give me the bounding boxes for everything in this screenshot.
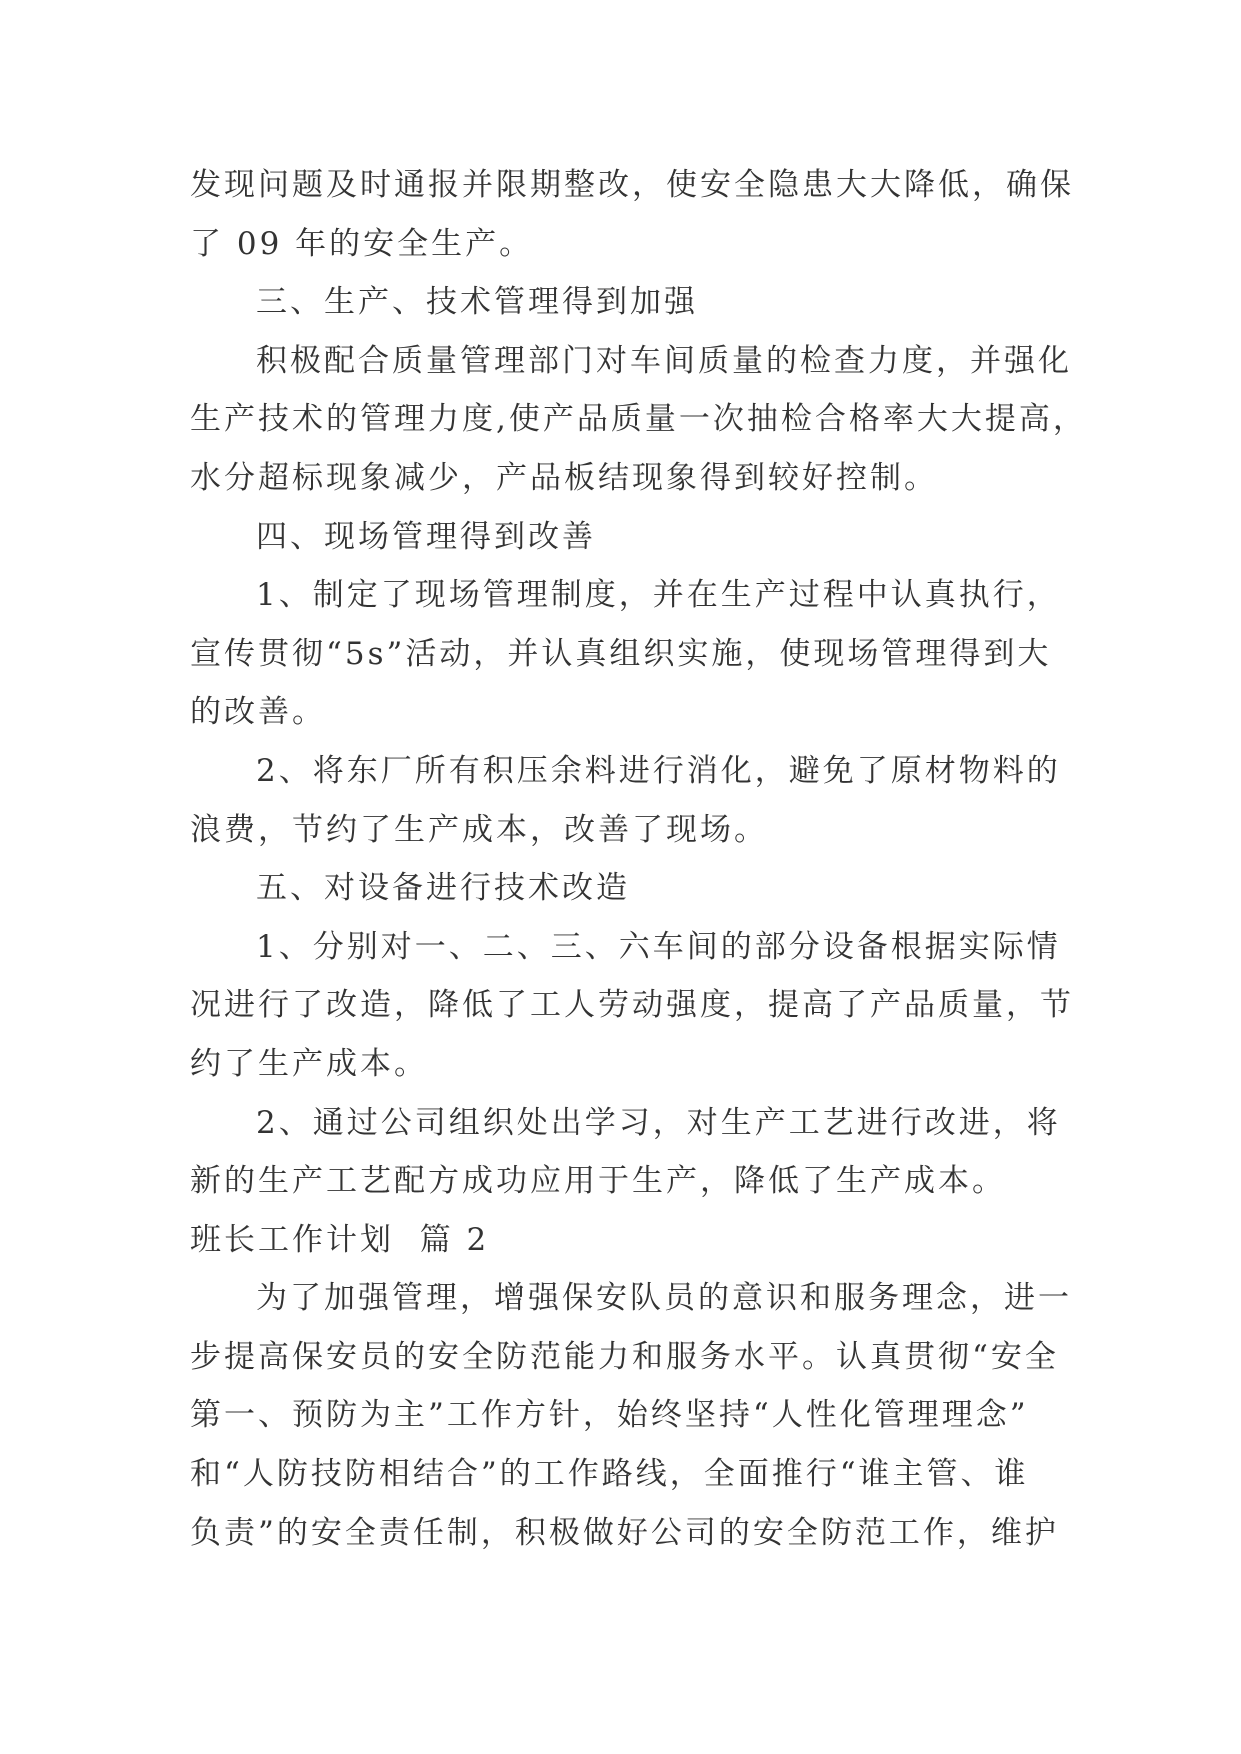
- text-line: 班长工作计划 篇 2: [190, 1221, 490, 1258]
- text-line: 生产技术的管理力度,使产品质量一次抽检合格率大大提高，: [190, 401, 1087, 438]
- paragraph-site-item-2: [190, 742, 1070, 859]
- text-line: 的改善。: [190, 694, 326, 731]
- text-line: 负责”的安全责任制，积极做好公司的安全防范工作，维护: [190, 1514, 1059, 1551]
- text-line: 为了加强管理，增强保安队员的意识和服务理念，进一: [256, 1280, 1072, 1317]
- text-line: 了 09 年的安全生产。: [190, 225, 534, 262]
- text-line: 五、对设备进行技术改造: [256, 870, 630, 907]
- paragraph-site-item-1: [190, 566, 1070, 742]
- subheading-site-management: [190, 508, 1070, 567]
- text-line: 况进行了改造，降低了工人劳动强度，提高了产品质量，节: [190, 987, 1074, 1024]
- paragraph-equipment-item-2: [190, 1094, 1070, 1211]
- subheading-production-management: [190, 273, 1070, 332]
- text-line: 2、通过公司组织处出学习，对生产工艺进行改进，将: [256, 1104, 1061, 1141]
- text-line: 1、制定了现场管理制度，并在生产过程中认真执行，: [256, 577, 1061, 614]
- text-line: 第一、预防为主”工作方针，始终坚持“人性化管理理念”: [190, 1397, 1029, 1434]
- text-line: 约了生产成本。: [190, 1045, 428, 1082]
- text-line: 三、生产、技术管理得到加强: [256, 284, 698, 321]
- text-line: 2、将东厂所有积压余料进行消化，避免了原材物料的: [256, 752, 1061, 789]
- text-line: 和“人防技防相结合”的工作路线，全面推行“谁主管、谁: [190, 1456, 1029, 1493]
- section-title: [190, 1211, 1070, 1270]
- text-line: 四、现场管理得到改善: [256, 518, 596, 555]
- text-line: 新的生产工艺配方成功应用于生产，降低了生产成本。: [190, 1163, 1006, 1200]
- text-line: 宣传贯彻“5s”活动，并认真组织实施，使现场管理得到大: [190, 635, 1052, 672]
- paragraph-safety-continuation: [190, 156, 1074, 273]
- text-line: 步提高保安员的安全防范能力和服务水平。认真贯彻“安全: [190, 1338, 1059, 1375]
- paragraph-plan-intro: [190, 1269, 1070, 1562]
- document-body: [190, 156, 1087, 1562]
- text-line: 浪费，节约了生产成本，改善了现场。: [190, 811, 768, 848]
- subheading-equipment: [190, 859, 1070, 918]
- text-line: 发现问题及时通报并限期整改，使安全隐患大大降低，确保: [190, 167, 1074, 203]
- text-line: 积极配合质量管理部门对车间质量的检查力度，并强化: [256, 342, 1072, 379]
- text-line: 水分超标现象减少，产品板结现象得到较好控制。: [190, 459, 938, 496]
- paragraph-equipment-item-1: [190, 918, 1074, 1094]
- paragraph-quality: [190, 332, 1087, 508]
- text-line: 1、分别对一、二、三、六车间的部分设备根据实际情: [256, 928, 1061, 965]
